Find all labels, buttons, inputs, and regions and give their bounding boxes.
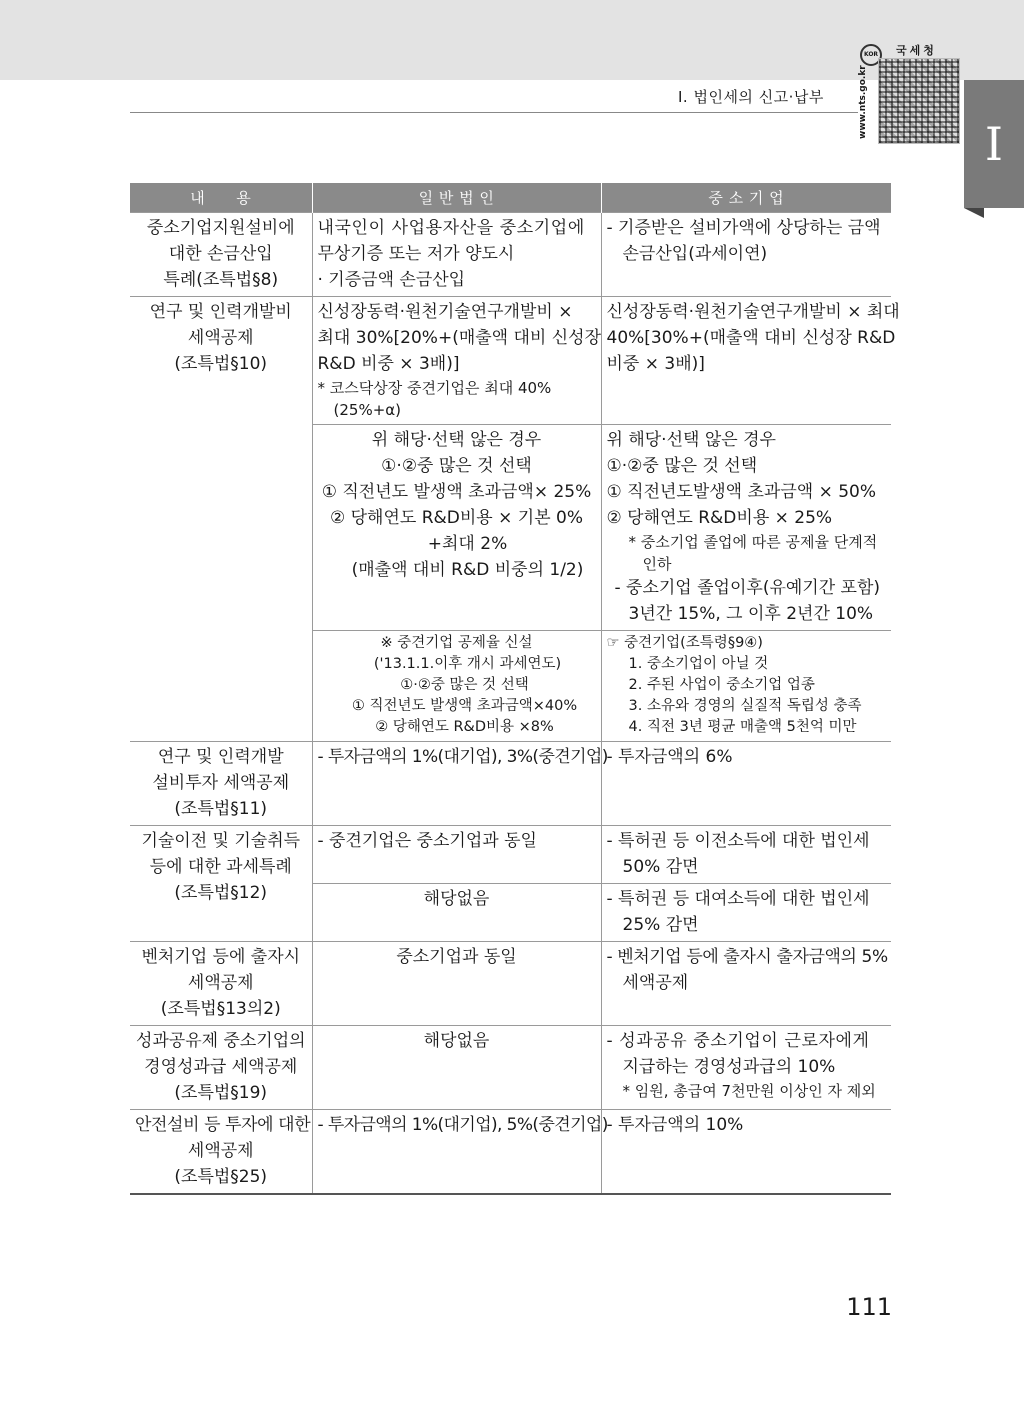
row-title-cell <box>130 297 312 742</box>
table-row <box>130 742 891 826</box>
table-row <box>130 213 891 297</box>
cell-line: (조특법§25) <box>174 1167 268 1187</box>
cell-line: (조특법§12) <box>174 883 268 903</box>
running-header-title: Ⅰ. 법인세의 신고·납부 <box>678 88 824 106</box>
sme-cell <box>601 297 900 425</box>
sme-cell <box>601 742 891 826</box>
cell-line: 3. 소유와 경영의 실질적 독립성 충족 <box>628 698 862 714</box>
cell-line: (조특법§11) <box>174 799 268 819</box>
cell-line: ② 당해연도 R&D비용 × 25% <box>606 508 833 528</box>
cell-line: 40%[30%+(매출액 대비 신성장 R&D <box>606 328 896 348</box>
cell-line: 신성장동력·원천기술연구개발비 × 최대 <box>606 302 900 322</box>
cell-line: ② 당해연도 R&D비용 × 기본 0% <box>329 508 583 528</box>
tax-credit-table <box>130 183 900 1195</box>
general-cell <box>312 213 601 297</box>
general-cell <box>312 884 601 942</box>
cell-line: ①·②중 많은 것 선택 <box>381 456 532 476</box>
cell-line: 성과공유제 중소기업의 <box>135 1031 306 1051</box>
logo-url: www.nts.go.kr <box>858 65 868 139</box>
row-title-cell <box>130 213 312 297</box>
cell-line: 최대 30%[20%+(매출액 대비 신성장 <box>317 328 602 348</box>
col-header-content: 내 용 <box>130 183 312 213</box>
logo-name: 국세청 <box>896 44 937 57</box>
table-row <box>130 1110 891 1195</box>
cell-line: ☞ 중견기업(조특령§9④) <box>606 635 763 651</box>
cell-line: - 중소기업 졸업이후(유예기간 포함) <box>614 578 881 598</box>
cell-line: 내국인이 사업용자산을 중소기업에 <box>317 218 585 238</box>
cell-line: 경영성과급 세액공제 <box>144 1057 298 1077</box>
cell-line: R&D 비중 × 3배)] <box>317 354 460 374</box>
cell-line: · 기증금액 손금산입 <box>317 270 466 290</box>
page-number: 111 <box>846 1293 892 1321</box>
chapter-tab-fold <box>964 208 984 218</box>
cell-line: 해당없음 <box>423 889 490 909</box>
cell-line: (매출액 대비 R&D 비중의 1/2) <box>351 560 584 580</box>
general-cell <box>312 631 601 742</box>
general-cell <box>312 297 601 425</box>
col-header-sme: 중 소 기 업 <box>601 183 891 213</box>
cell-line: 2. 주된 사업이 중소기업 업종 <box>628 677 815 693</box>
cell-line: 해당없음 <box>423 1031 490 1051</box>
cell-line: 손금산입(과세이연) <box>622 244 768 264</box>
row-title-cell <box>130 1110 312 1195</box>
sme-cell <box>601 631 891 742</box>
cell-line: 무상기증 또는 저가 양도시 <box>317 244 515 264</box>
cell-line: 중소기업과 동일 <box>396 947 517 967</box>
cell-line: 등에 대한 과세특례 <box>149 857 292 877</box>
table-header-row <box>130 183 891 213</box>
cell-line: (조특법§10) <box>174 354 268 374</box>
sme-cell <box>601 1026 891 1110</box>
cell-line: 기술이전 및 기술취득 <box>141 831 301 851</box>
cell-line: 세액공제 <box>622 973 689 993</box>
cell-line: - 특허권 등 대여소득에 대한 법인세 <box>606 889 870 909</box>
cell-line: ※ 중견기업 공제율 신설 <box>380 635 533 651</box>
general-cell <box>312 826 601 884</box>
cell-line: 세액공제 <box>187 328 254 348</box>
table-row <box>130 1026 891 1110</box>
general-cell <box>312 942 601 1026</box>
sme-cell <box>601 1110 891 1195</box>
cell-line: 안전설비 등 투자에 대한 <box>135 1115 311 1135</box>
sme-cell <box>601 213 891 297</box>
cell-note: (25%+α) <box>333 401 401 419</box>
row-title-cell <box>130 942 312 1026</box>
header-rule <box>130 112 858 113</box>
table-row <box>130 826 891 884</box>
cell-line: - 중견기업은 중소기업과 동일 <box>317 831 537 851</box>
qr-code-icon[interactable] <box>878 58 960 144</box>
cell-line: 세액공제 <box>187 973 254 993</box>
table-row <box>130 297 891 425</box>
cell-line: 신성장동력·원천기술연구개발비 × <box>317 302 573 322</box>
cell-line: - 투자금액의 1%(대기업), 5%(중견기업) <box>317 1115 608 1135</box>
cell-note: 인하 <box>642 555 672 573</box>
cell-line: +최대 2% <box>427 534 508 554</box>
kor-emblem-icon: KOR <box>860 44 882 66</box>
general-cell <box>312 425 601 631</box>
sme-cell <box>601 425 891 631</box>
general-cell <box>312 742 608 826</box>
cell-line: - 투자금액의 10% <box>606 1115 744 1135</box>
cell-line: 1. 중소기업이 아닐 것 <box>628 656 769 672</box>
sme-cell <box>601 826 891 884</box>
cell-line: ①·②중 많은 것 선택 <box>606 456 758 476</box>
cell-line: 4. 직전 3년 평균 매출액 5천억 미만 <box>628 719 857 735</box>
cell-line: 50% 감면 <box>622 857 699 877</box>
cell-line: ('13.1.1.이후 개시 과세연도) <box>373 656 562 672</box>
row-title-cell <box>130 1026 312 1110</box>
cell-line: 25% 감면 <box>622 915 699 935</box>
cell-line: 연구 및 인력개발비 <box>149 302 292 322</box>
cell-line: 대한 손금산입 <box>168 244 273 264</box>
table-row <box>130 942 891 1026</box>
chapter-tab: Ⅰ <box>964 80 1024 208</box>
general-cell <box>312 1026 601 1110</box>
cell-line: - 특허권 등 이전소득에 대한 법인세 <box>606 831 870 851</box>
cell-line: - 투자금액의 6% <box>606 747 733 767</box>
cell-line: 3년간 15%, 그 이후 2년간 10% <box>628 604 874 624</box>
cell-line: - 투자금액의 1%(대기업), 3%(중견기업) <box>317 747 608 767</box>
cell-note: * 중소기업 졸업에 따른 공제율 단계적 <box>628 533 878 551</box>
sme-cell <box>601 942 891 1026</box>
cell-note: * 임원, 총급여 7천만원 이상인 자 제외 <box>622 1082 876 1100</box>
row-title-cell <box>130 742 312 826</box>
cell-line: 특례(조특법§8) <box>163 270 279 290</box>
cell-line: 지급하는 경영성과급의 10% <box>622 1057 836 1077</box>
general-cell <box>312 1110 608 1195</box>
cell-line: ① 직전년도 발생액 초과금액× 25% <box>321 482 592 502</box>
sme-cell <box>601 884 891 942</box>
cell-note: * 코스닥상장 중견기업은 최대 40% <box>317 379 552 397</box>
cell-line: 위 해당·선택 않은 경우 <box>371 430 542 450</box>
cell-line: - 성과공유 중소기업이 근로자에게 <box>606 1031 870 1051</box>
cell-line: (조특법§13의2) <box>160 999 281 1019</box>
cell-line: 비중 × 3배)] <box>606 354 705 374</box>
cell-line: 연구 및 인력개발 <box>157 747 284 767</box>
cell-line: 벤처기업 등에 출자시 <box>141 947 301 967</box>
cell-line: ①·②중 많은 것 선택 <box>400 677 529 693</box>
cell-line: ① 직전년도 발생액 초과금액×40% <box>351 698 578 714</box>
cell-line: ② 당해연도 R&D비용 ×8% <box>375 719 554 735</box>
cell-line: (조특법§19) <box>174 1083 268 1103</box>
cell-line: 위 해당·선택 않은 경우 <box>606 430 776 450</box>
cell-line: 중소기업지원설비에 <box>146 218 295 238</box>
cell-line: ① 직전년도발생액 초과금액 × 50% <box>606 482 877 502</box>
cell-line: - 기증받은 설비가액에 상당하는 금액 <box>606 218 881 238</box>
row-title-cell <box>130 826 312 942</box>
cell-line: 설비투자 세액공제 <box>152 773 290 793</box>
cell-line: - 벤처기업 등에 출자시 출자금액의 5% <box>606 947 888 967</box>
col-header-general: 일 반 법 인 <box>312 183 601 213</box>
cell-line: 세액공제 <box>187 1141 254 1161</box>
